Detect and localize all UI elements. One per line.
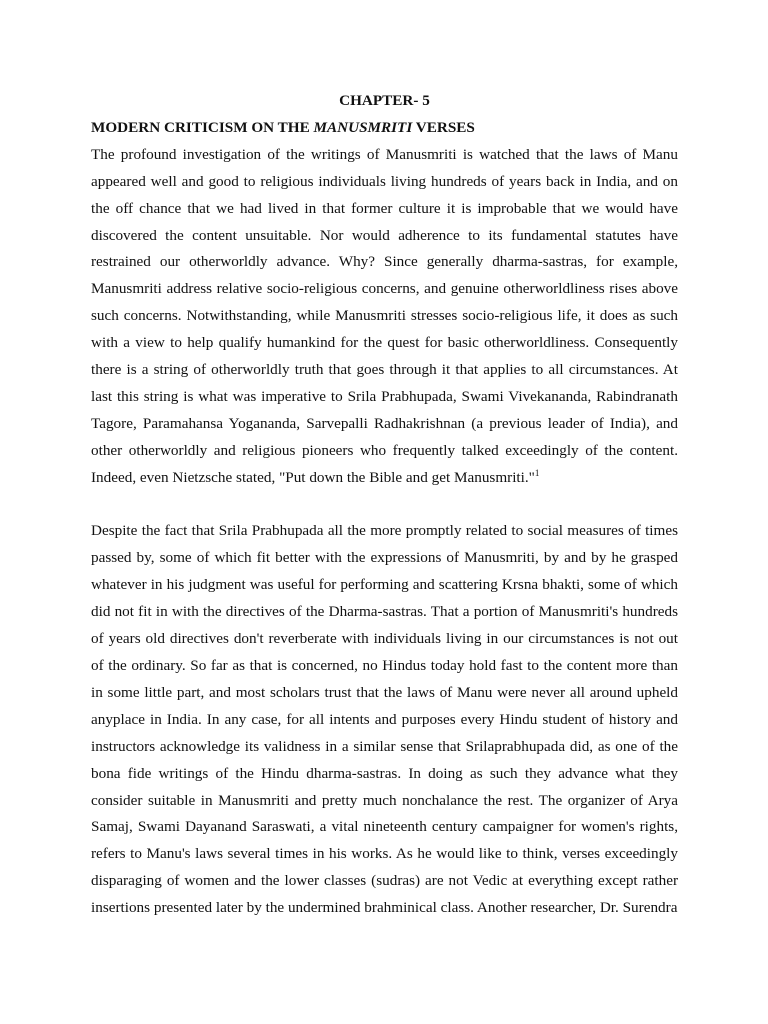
section-heading [91,115,678,142]
chapter-title: CHAPTER- 5 [339,92,430,109]
heading-text-after: VERSES [412,118,475,136]
body-paragraph-2 [91,518,678,922]
body-paragraph-1 [91,142,678,492]
heading-text-before: MODERN CRITICISM ON THE [91,118,314,136]
footnote-marker[interactable]: 1 [534,467,540,478]
paragraph-1-text: The profound investigation of the writings of Manusmriti is watched that the laws of Manu appeared well and good to religious individuals living hundreds of years back in India, and on the off chance that we had lived in that former culture it is improbable that we would have discovered the content unsuitable. Nor would adherence to its fundamental statutes have restrained our otherworldly advance. Why? Since generally dharma-sastras, for example, Manusmriti address relative socio-religious concerns, and genuine otherworldliness rises above such concerns. Notwithstanding, while Manusmriti stresses socio-religious life, it does as such with a view to help qualify humankind for the quest for basic otherworldliness. Consequently there is a string of otherworldly truth that goes through it that applies to all circumstances. At last this string is what was imperative to Srila Prabhupada, Swami Vivekananda, Rabindranath Tagore, Paramahansa Yogananda, Sarvepalli Radhakrishnan (a previous leader of India), and other otherworldly and religious pioneers who frequently talked exceedingly of the content. Indeed, even Nietzsche stated, "Put down the Bible and get Manusmriti." [91,145,678,486]
paragraph-2-text: Despite the fact that Srila Prabhupada all the more promptly related to social measures of times passed by, some of which fit better with the expressions of Manusmriti, by and by he grasped whatever in his judgment was useful for performing and scattering Krsna bhakti, some of which did not fit in with the directives of the Dharma-sastras. That a portion of Manusmriti's hundreds of years old directives don't reverberate with individuals living in our circumstances is not out of the ordinary. So far as that is concerned, no Hindus today hold fast to the content more than in some little part, and most scholars trust that the laws of Manu were never all around upheld anyplace in India. In any case, for all intents and purposes every Hindu student of history and instructors acknowledge its validness in a similar sense that Srilaprabhupada did, as one of the bona fide writings of the Hindu dharma-sastras. In doing as such they advance what they consider suitable in Manusmriti and pretty much nonchalance the rest. The organizer of Arya Samaj, Swami Dayanand Saraswati, a vital nineteenth century campaigner for women's rights, refers to Manu's laws several times in his works. As he would like to think, verses exceedingly disparaging of women and the lower classes (sudras) are not Vedic at everything except rather insertions presented later by the undermined brahminical class. Another researcher, Dr. Surendra [91,522,678,917]
heading-text-italic: MANUSMRITI [313,118,413,136]
document-page [91,88,678,922]
